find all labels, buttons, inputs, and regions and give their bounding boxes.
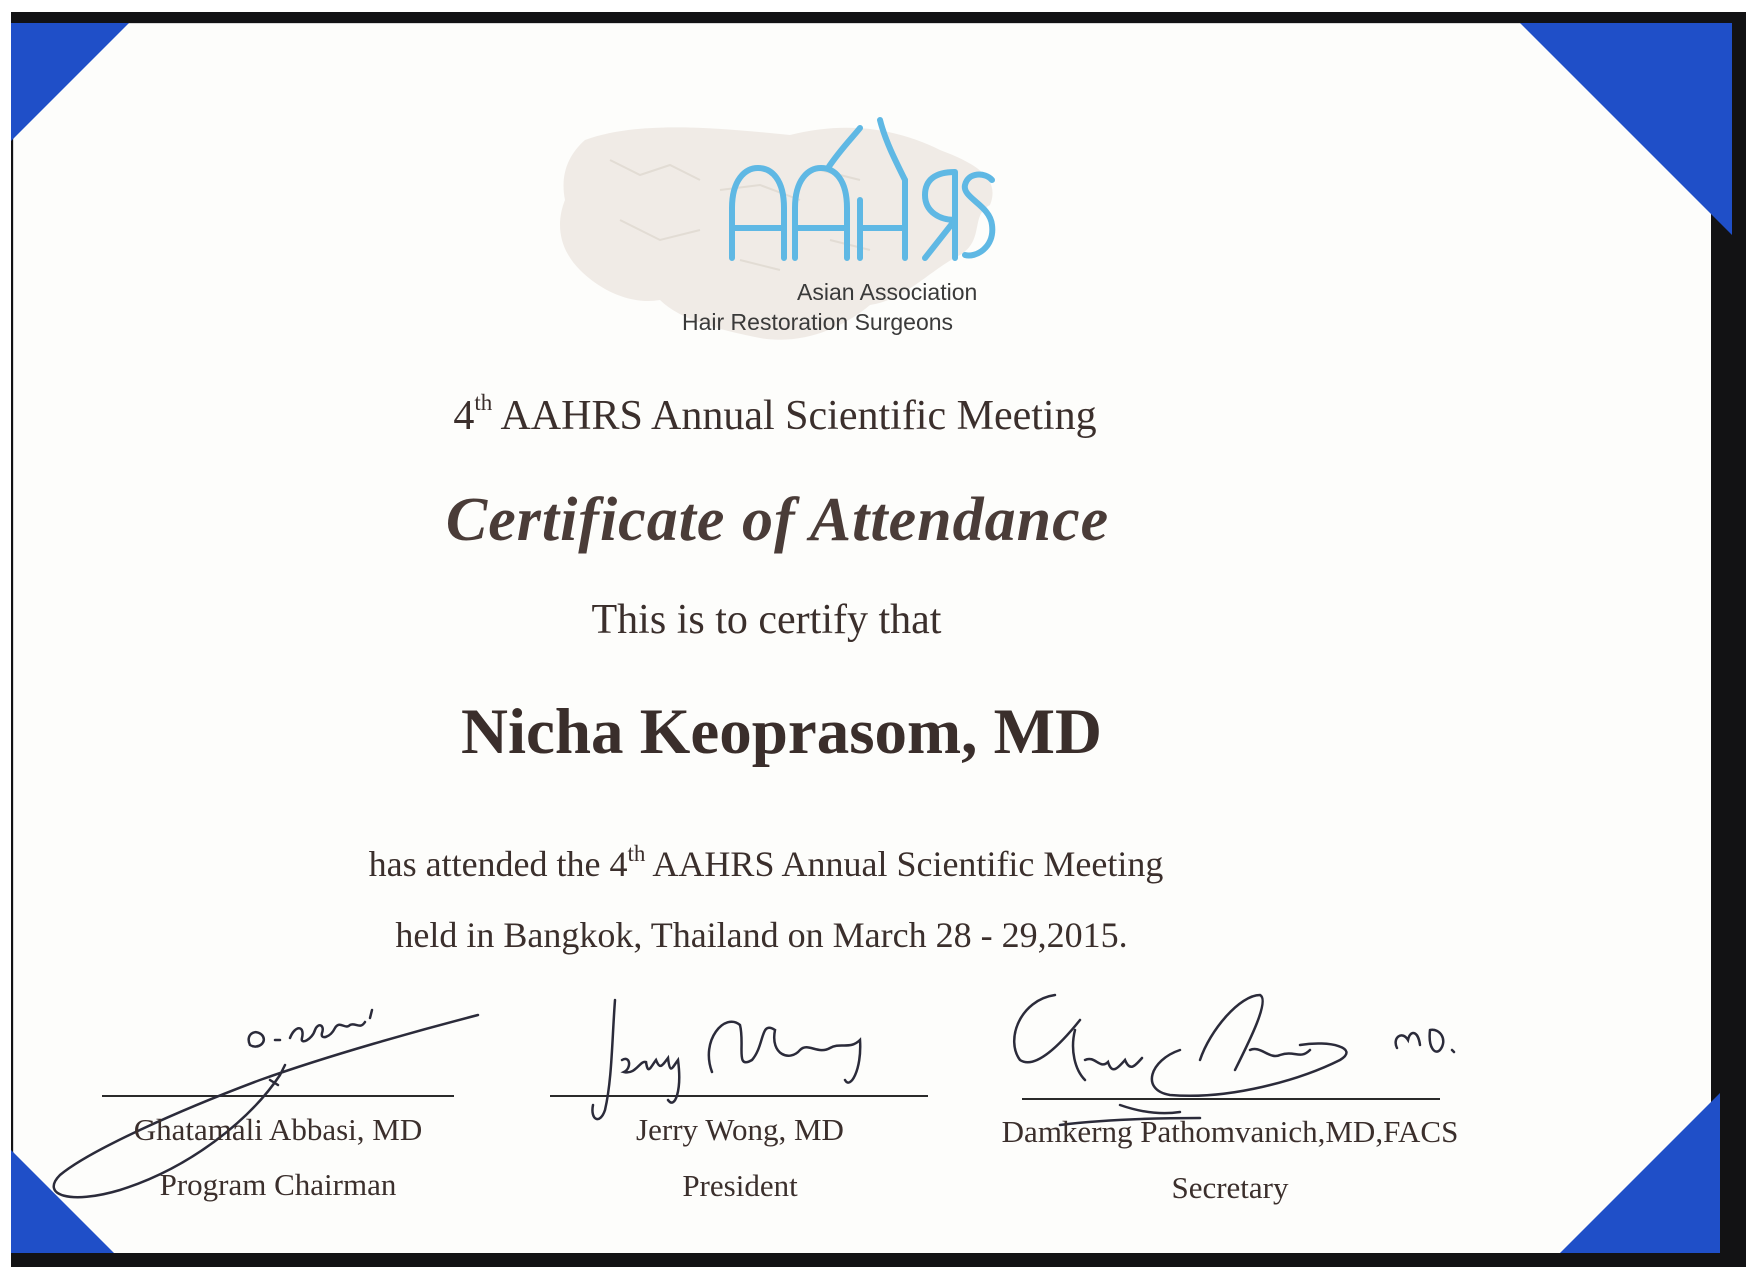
logo-subtitle-line2: Hair Restoration Surgeons <box>682 309 954 335</box>
attended-suffix: th <box>627 841 646 866</box>
meeting-ordinal: 4 <box>453 393 475 439</box>
certify-line: This is to certify that <box>591 597 942 643</box>
signatory-2-role: President <box>682 1168 798 1203</box>
signatory-2-name: Jerry Wong, MD <box>636 1112 844 1147</box>
signatory-3-role: Secretary <box>1171 1170 1289 1205</box>
signature-pathomvanich <box>1014 995 1454 1125</box>
signature-wong <box>592 1000 860 1119</box>
certificate-title: Certificate of Attendance <box>445 486 1110 554</box>
meeting-ordinal-suffix: th <box>474 390 493 415</box>
attended-rest: AAHRS Annual Scientific Meeting <box>645 844 1164 884</box>
attended-prefix: has attended the 4 <box>368 844 628 884</box>
logo-subtitle-line1: Asian Association <box>797 279 978 305</box>
meeting-title-rest: AAHRS Annual Scientific Meeting <box>492 393 1097 439</box>
recipient-name: Nicha Keoprasom, MD <box>461 696 1102 768</box>
held-line: held in Bangkok, Thailand on March 28 - 29,2015. <box>395 915 1128 955</box>
signatory-1-name: Ghatamali Abbasi, MD <box>133 1112 423 1147</box>
signatory-3-name: Damkerng Pathomvanich,MD,FACS <box>1001 1114 1459 1149</box>
signatory-1-role: Program Chairman <box>159 1167 397 1202</box>
